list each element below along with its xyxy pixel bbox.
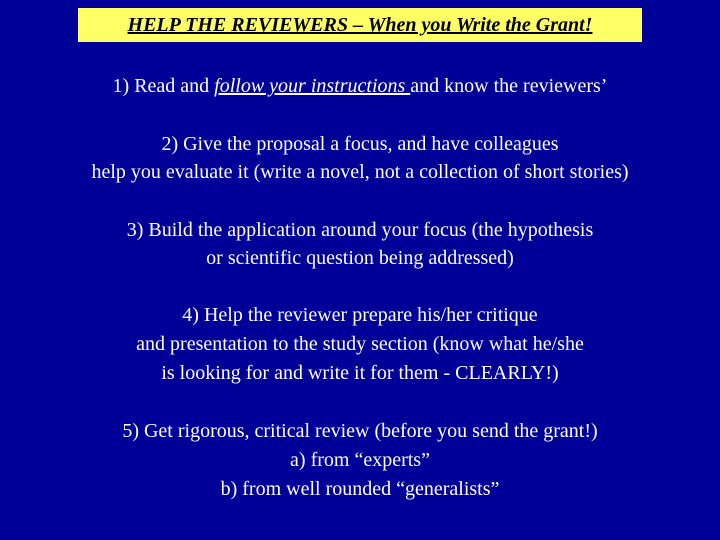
item-5-sub-b: b) from well rounded “generalists” (220, 478, 500, 500)
item-1-emphasis: follow your instructions (214, 75, 411, 97)
item-4-line-3: is looking for and write it for them - CLEARLY!) (161, 362, 559, 384)
title-highlight (78, 8, 642, 42)
item-1-suffix: and know the reviewers’ (410, 75, 608, 97)
item-2-line-1: 2) Give the proposal a focus, and have colleagues (161, 133, 559, 155)
item-2-line-2: help you evaluate it (write a novel, not a collection of short stories) (91, 161, 629, 183)
item-1 (0, 74, 720, 98)
item-4-line-2: and presentation to the study section (know what he/she (136, 333, 584, 355)
item-3-line-1: 3) Build the application around your focus (the hypothesis (126, 219, 594, 241)
page-title: HELP THE REVIEWERS – When you Write the Grant! (127, 14, 593, 36)
item-4-line-1: 4) Help the reviewer prepare his/her critique (182, 304, 538, 326)
item-5-sub-a: a) from “experts” (290, 449, 430, 471)
item-3-line-2: or scientific question being addressed) (206, 247, 514, 269)
item-1-prefix: 1) Read and (112, 75, 215, 97)
item-5-line-1: 5) Get rigorous, critical review (before you send the grant!) (122, 420, 598, 442)
